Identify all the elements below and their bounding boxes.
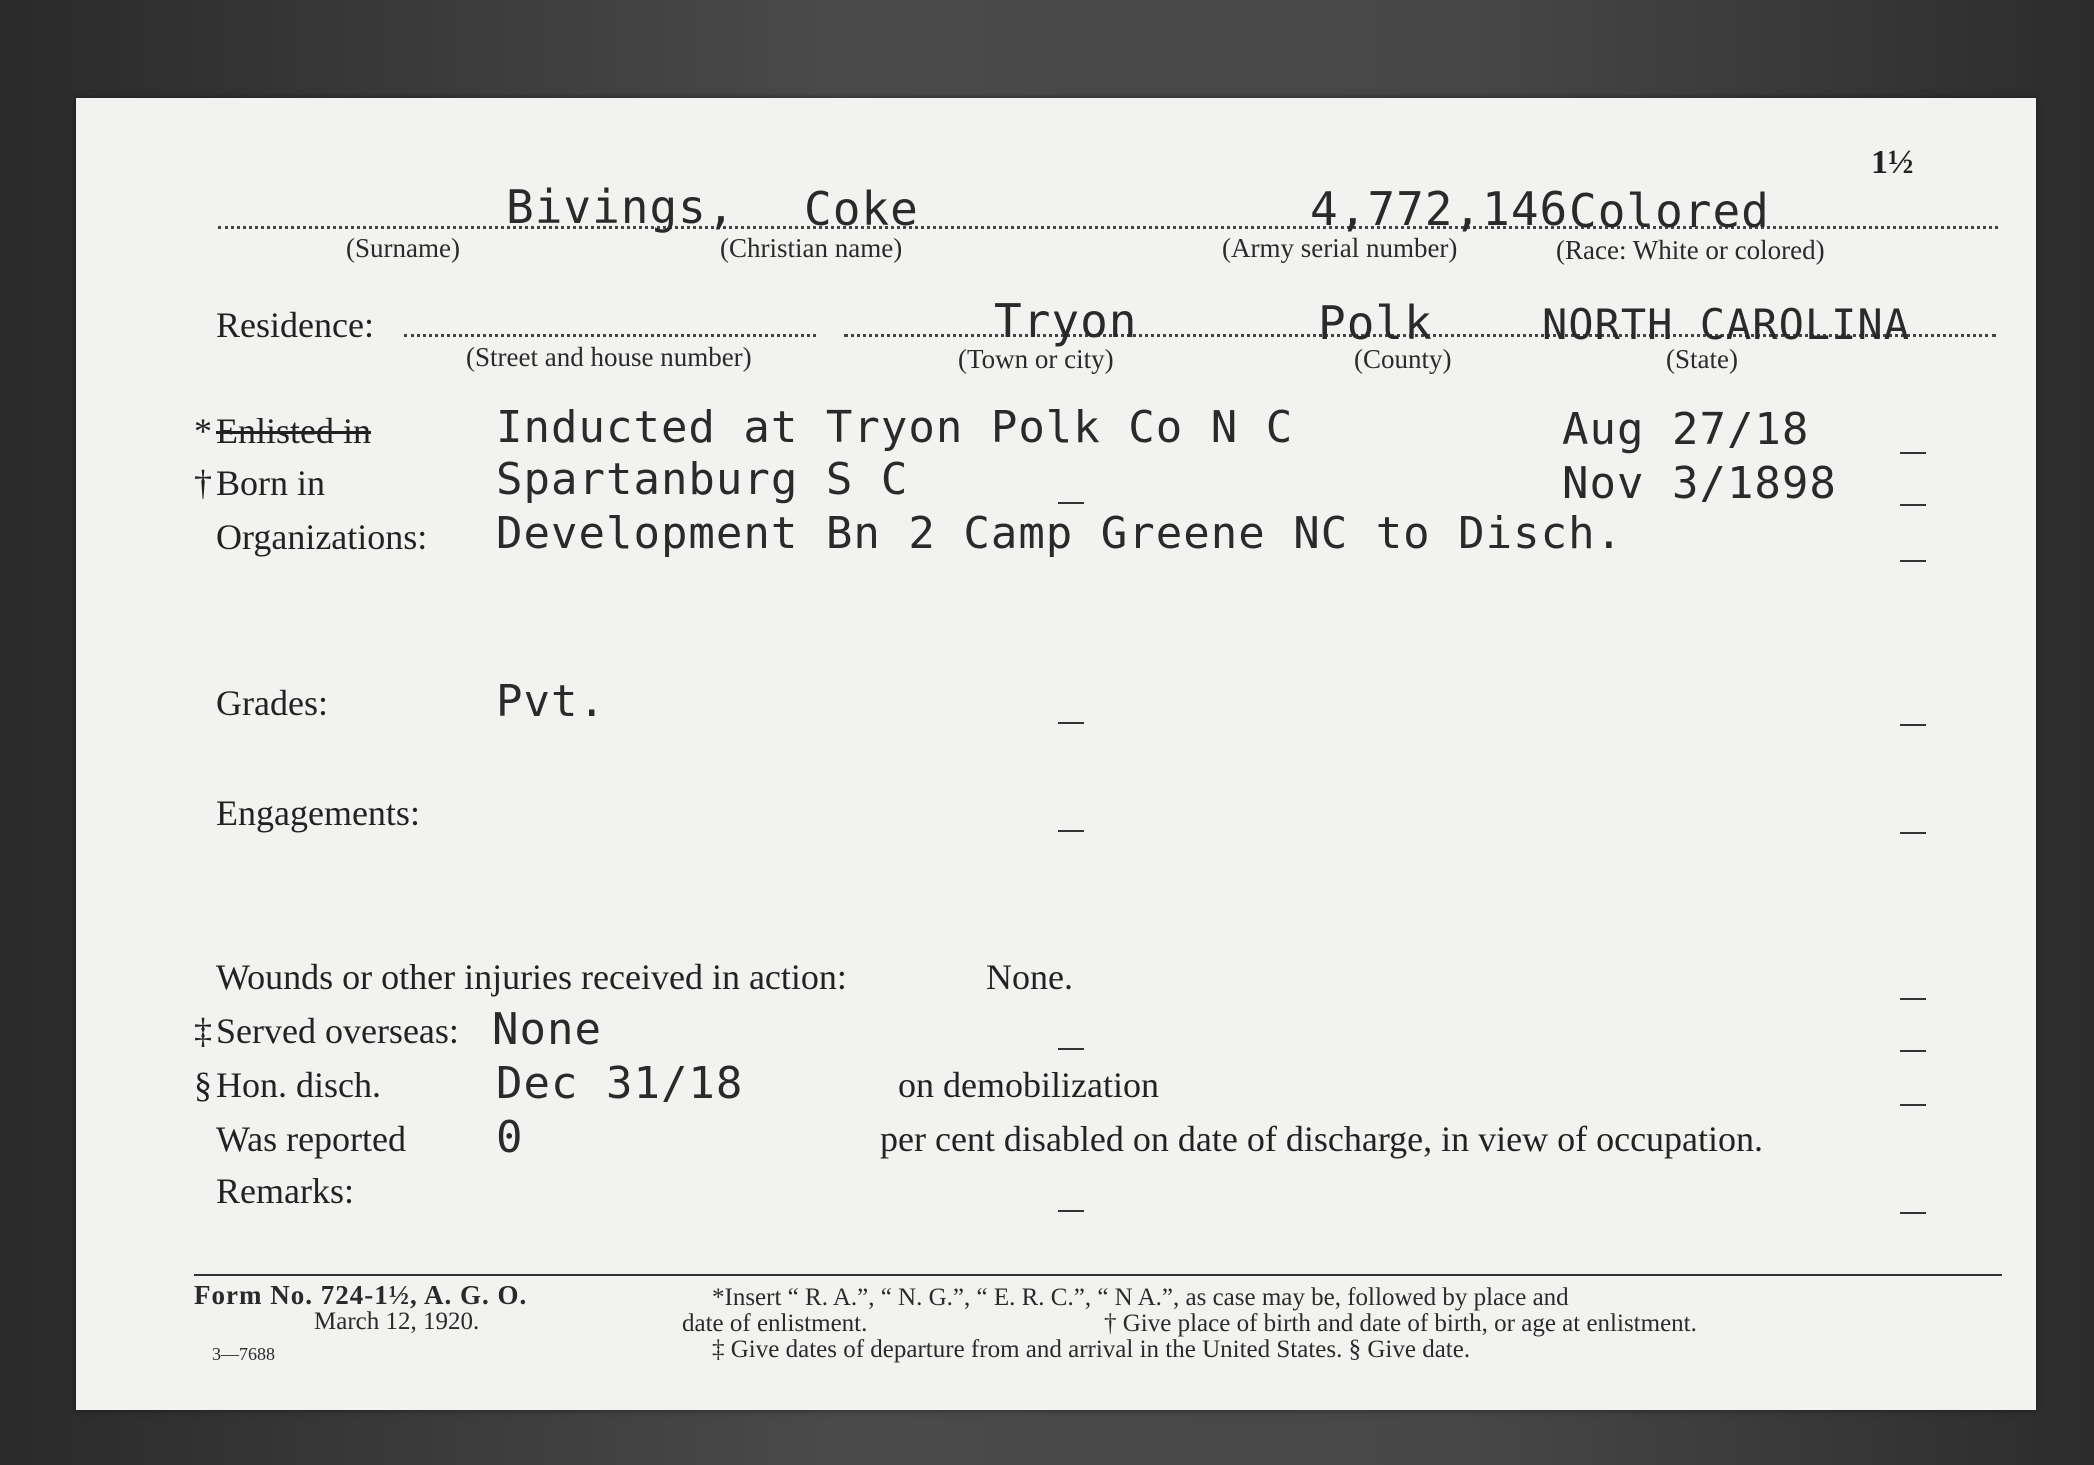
footnote-enlisted: *Insert “ R. A.”, “ N. G.”, “ E. R. C.”, “ N A.”, as case may be, followed by place and bbox=[712, 1284, 1569, 1311]
column-dash bbox=[1058, 830, 1084, 832]
street-dotted-line bbox=[404, 334, 816, 337]
born-value: Spartanburg S C bbox=[496, 454, 909, 505]
street-caption: (Street and house number) bbox=[466, 342, 752, 372]
margin-dash bbox=[1900, 724, 1926, 726]
organizations-label: Organizations: bbox=[216, 517, 428, 557]
wounds-label: Wounds or other injuries received in action: bbox=[216, 957, 847, 997]
margin-dash bbox=[1900, 998, 1926, 1000]
enlisted-date: Aug 27/18 bbox=[1562, 404, 1810, 455]
form-number: Form No. 724-1½, A. G. O. bbox=[194, 1280, 528, 1310]
margin-dash bbox=[1900, 1104, 1926, 1106]
margin-dash bbox=[1900, 560, 1926, 562]
born-mark: † bbox=[194, 463, 212, 503]
margin-dash bbox=[1900, 1050, 1926, 1052]
column-dash bbox=[1058, 1210, 1084, 1212]
county-caption: (County) bbox=[1354, 344, 1452, 374]
town-caption: (Town or city) bbox=[958, 344, 1114, 374]
column-dash bbox=[1058, 1048, 1084, 1050]
christian-name-value: Coke bbox=[804, 182, 919, 236]
discharge-mark: § bbox=[194, 1065, 212, 1105]
state-caption: (State) bbox=[1666, 344, 1738, 374]
margin-dash bbox=[1900, 832, 1926, 834]
enlisted-mark: * bbox=[194, 411, 212, 451]
discharge-note: on demobilization bbox=[898, 1065, 1159, 1105]
grades-label: Grades: bbox=[216, 683, 328, 723]
footnote-overseas: ‡ Give dates of departure from and arrival in the United States. § Give date. bbox=[712, 1336, 1471, 1363]
footnote-enlisted-cont: date of enlistment. bbox=[682, 1310, 868, 1337]
christian-name-caption: (Christian name) bbox=[720, 233, 903, 263]
county-value: Polk bbox=[1318, 296, 1433, 350]
enlisted-value: Inducted at Tryon Polk Co N C bbox=[496, 402, 1294, 453]
serial-number-caption: (Army serial number) bbox=[1222, 233, 1458, 263]
race-caption: (Race: White or colored) bbox=[1556, 235, 1825, 265]
organizations-value: Development Bn 2 Camp Greene NC to Disch. bbox=[496, 508, 1624, 559]
wounds-value: None. bbox=[986, 957, 1073, 997]
engagements-label: Engagements: bbox=[216, 793, 420, 833]
form-date: March 12, 1920. bbox=[314, 1308, 480, 1335]
corner-mark: 1½ bbox=[1871, 144, 1914, 181]
grades-value: Pvt. bbox=[496, 676, 606, 727]
born-date: Nov 3/1898 bbox=[1562, 458, 1837, 509]
state-value: NORTH CAROLINA bbox=[1542, 300, 1911, 349]
race-value: Colored bbox=[1569, 184, 1770, 238]
service-record-card bbox=[76, 98, 2036, 1410]
enlisted-label-text: Enlisted in bbox=[216, 411, 371, 451]
column-dash bbox=[1058, 722, 1084, 724]
surname-caption: (Surname) bbox=[346, 233, 460, 263]
margin-dash bbox=[1900, 1212, 1926, 1214]
overseas-label: Served overseas: bbox=[216, 1011, 459, 1051]
footnote-birth: † Give place of birth and date of birth, or age at enlistment. bbox=[1104, 1310, 1697, 1337]
footer-rule bbox=[194, 1274, 2002, 1276]
surname-value: Bivings, bbox=[506, 180, 736, 234]
margin-dash bbox=[1900, 452, 1926, 454]
overseas-value: None bbox=[492, 1004, 602, 1055]
born-label: Born in bbox=[216, 463, 326, 503]
serial-number-value: 4,772,146 bbox=[1310, 182, 1569, 236]
print-code: 3—7688 bbox=[212, 1344, 275, 1364]
enlisted-label bbox=[216, 410, 371, 452]
discharge-date: Dec 31/18 bbox=[496, 1058, 744, 1109]
overseas-mark: ‡ bbox=[194, 1011, 212, 1051]
reported-note: per cent disabled on date of discharge, in view of occupation. bbox=[880, 1119, 1764, 1159]
remarks-label: Remarks: bbox=[216, 1171, 354, 1211]
margin-dash bbox=[1900, 504, 1926, 506]
column-dash bbox=[1058, 502, 1084, 504]
discharge-label: Hon. disch. bbox=[216, 1065, 381, 1105]
reported-value: 0 bbox=[496, 1112, 524, 1163]
residence-label: Residence: bbox=[216, 305, 374, 345]
reported-label: Was reported bbox=[216, 1119, 407, 1159]
town-value: Tryon bbox=[994, 294, 1138, 348]
